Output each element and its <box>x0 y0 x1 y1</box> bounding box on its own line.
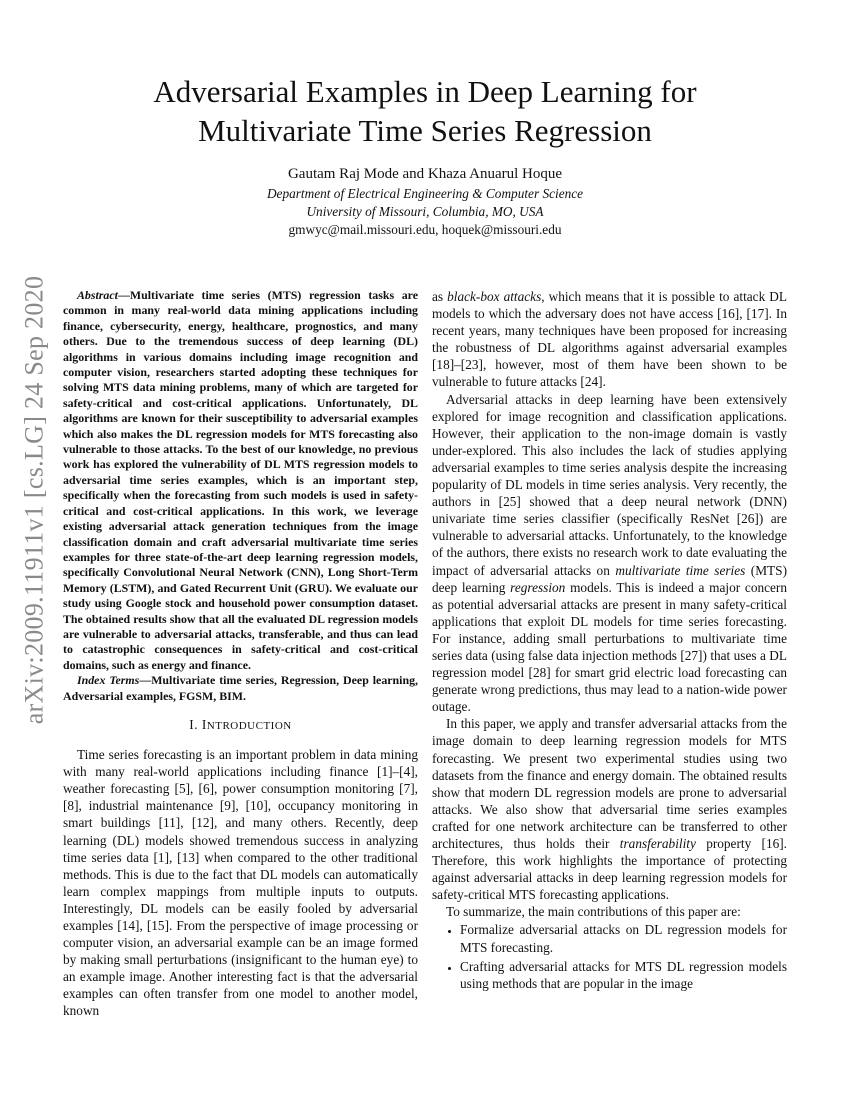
abstract-text: —Multivariate time series (MTS) regression tasks are common in many real-world data mining applications including finance, cybersecurity, energy, healthcare, prognostics, and many others. Due to the tremendous success of deep learning (DL) algorithms in various domains including image recognition and computer vision, researchers started adopting these techniques for solving MTS data mining problems, many of which are targeted for safety-critical and cost-critical applications. Unfortunately, DL algorithms are known for their susceptibility to adversarial examples which also makes the DL regression models for MTS forecasting also vulnerable to those attacks. To the best of our knowledge, no previous work has explored the vulnerability of DL MTS regression models to adversarial time series examples, which is an important step, specifically when the forecasting from such models is used in safety-critical and cost-critical applications. In this work, we leverage existing adversarial attack generation techniques from the image classification domain and craft adversarial multivariate time series examples for three state-of-the-art deep learning regression models, specifically Convolutional Neural Network (CNN), Long Short-Term Memory (LSTM), and Gated Recurrent Unit (GRU). We evaluate our study using Google stock and household power consumption dataset. The obtained results show that all the evaluated DL regression models are vulnerable to adversarial attacks, transferable, and thus can lead to catastrophic consequences in safety-critical and cost-critical domains, such as energy and finance. <box>63 288 418 672</box>
abstract-lead: Abstract <box>77 288 118 302</box>
section-heading-introduction <box>63 716 418 735</box>
text-run: (MTS) deep learning <box>432 562 788 595</box>
right-paragraph-1 <box>432 288 787 391</box>
text-run: Adversarial attacks in deep learning have been extensively explored for image recognition and classification applications. However, their application to the non-image domain is vastly under-explored. This also includes the lack of studies applying adversarial examples to time series analysis despite the increasing popularity of DL models in time series analysis. Very recently, the authors in [25] showed that a deep neural network (DNN) univariate time series classifier (specifically ResNet [26]) are vulnerable to adversarial attacks. Unfortunately, to the knowledge of the authors, there exists no research work to date evaluating the impact of adversarial attacks on <box>432 391 787 578</box>
right-paragraph-2 <box>432 391 787 716</box>
emphasis-multivariate-time-series: multivariate time series <box>615 562 746 578</box>
abstract <box>63 288 418 673</box>
affiliation-department: Department of Electrical Engineering & Computer Science <box>266 186 584 201</box>
list-item: • Crafting adversarial attacks for MTS DL regression models using methods that are popular in the image <box>460 958 787 992</box>
author-list: Gautam Raj Mode and Khaza Anuarul Hoque <box>287 166 563 182</box>
text-run: , which means that it is possible to attack DL models to which the adversary does not have access [16], [17]. In recent years, many techniques have been proposed for increasing the robustness of DL algorithms against adversarial examples [18]–[23], however, most of them have been shown to be vulnerable to future attacks [24]. <box>432 289 787 390</box>
title-line-1: Adversarial Examples in Deep Learning for <box>153 74 697 109</box>
emphasis-transferability: transferability <box>619 836 696 851</box>
left-column <box>63 288 418 1020</box>
contributions-list <box>432 921 787 991</box>
arxiv-identifier: arXiv:2009.11911v1 [cs.LG] 24 Sep 2020 <box>19 275 48 725</box>
text-run: as <box>432 289 448 304</box>
contributions-intro: To summarize, the main contributions of this paper are: <box>446 904 741 920</box>
author-emails: gmwyc@mail.missouri.edu, hoquek@missouri.edu <box>288 222 562 237</box>
intro-paragraph-1: Time series forecasting is an important problem in data mining with many real-world applications including finance [1]–[4], weather forecasting [5], [6], power consumption monitoring [7], [8], industrial maintenance [9], [10], occupancy monitoring in smart buildings [11], [12], and many others. Recently, deep learning (DL) models showed tremendous success in analyzing time series data [1], [13] when compared to the other traditional methods. This is due to the fact that DL models can automatically learn complex mappings from multiple inputs to outputs. Interestingly, DL models can be easily fooled by adversarial examples [14], [15]. From the perspective of image processing or computer vision, an adversarial example can be an image formed by making small perturbations (insignificant to the human eye) to an example image. Another interesting fact is that the adversarial examples can often transfer from one model to another model, known <box>63 747 418 1019</box>
title-line-2: Multivariate Time Series Regression <box>198 113 652 148</box>
section-title-rest: NTRODUCTION <box>206 719 292 732</box>
index-terms <box>63 673 418 704</box>
right-column <box>432 288 787 994</box>
arxiv-stamp <box>8 275 60 725</box>
section-numeral: I. I <box>189 716 207 732</box>
text-run: models. This is indeed a major concern as potential adversarial attacks are present in many safety-critical applications that exploit DL models for time series forecasting. For instance, adding small perturbations to multivariate time series data (using false data injection methods [27]) that uses a DL regression model [28] for smart grid electric load forecasting can generate wrong predictions, thus may lead to a nation-wide power outage. <box>432 579 787 715</box>
index-terms-lead: Index Terms <box>77 673 140 688</box>
index-terms-text: —Multivariate time series, Regression, Deep learning, Adversarial examples, FGSM, BIM. <box>63 673 418 703</box>
emphasis-black-box-attacks: black-box attacks <box>447 289 542 304</box>
right-paragraph-3 <box>432 715 787 903</box>
text-run: property [16]. Therefore, this work highlights the importance of protecting against adversarial attacks in deep learning regression models for safety-critical MTS forecasting applications. <box>432 836 788 903</box>
list-item: • Formalize adversarial attacks on DL regression models for MTS forecasting. <box>460 921 787 955</box>
emphasis-regression: regression <box>510 579 566 595</box>
paper-title <box>70 72 780 150</box>
affiliation-university: University of Missouri, Columbia, MO, USA <box>306 204 544 219</box>
text-run: In this paper, we apply and transfer adversarial attacks from the image domain to deep learning regression models for MTS forecasting. We present two experimental studies using two datasets from the finance and energy domain. The obtained results show that modern DL regression models are prone to adversarial attacks. We also show that adversarial time series examples crafted for one network architecture can be transferred to other architectures, thus holds their <box>432 716 787 851</box>
